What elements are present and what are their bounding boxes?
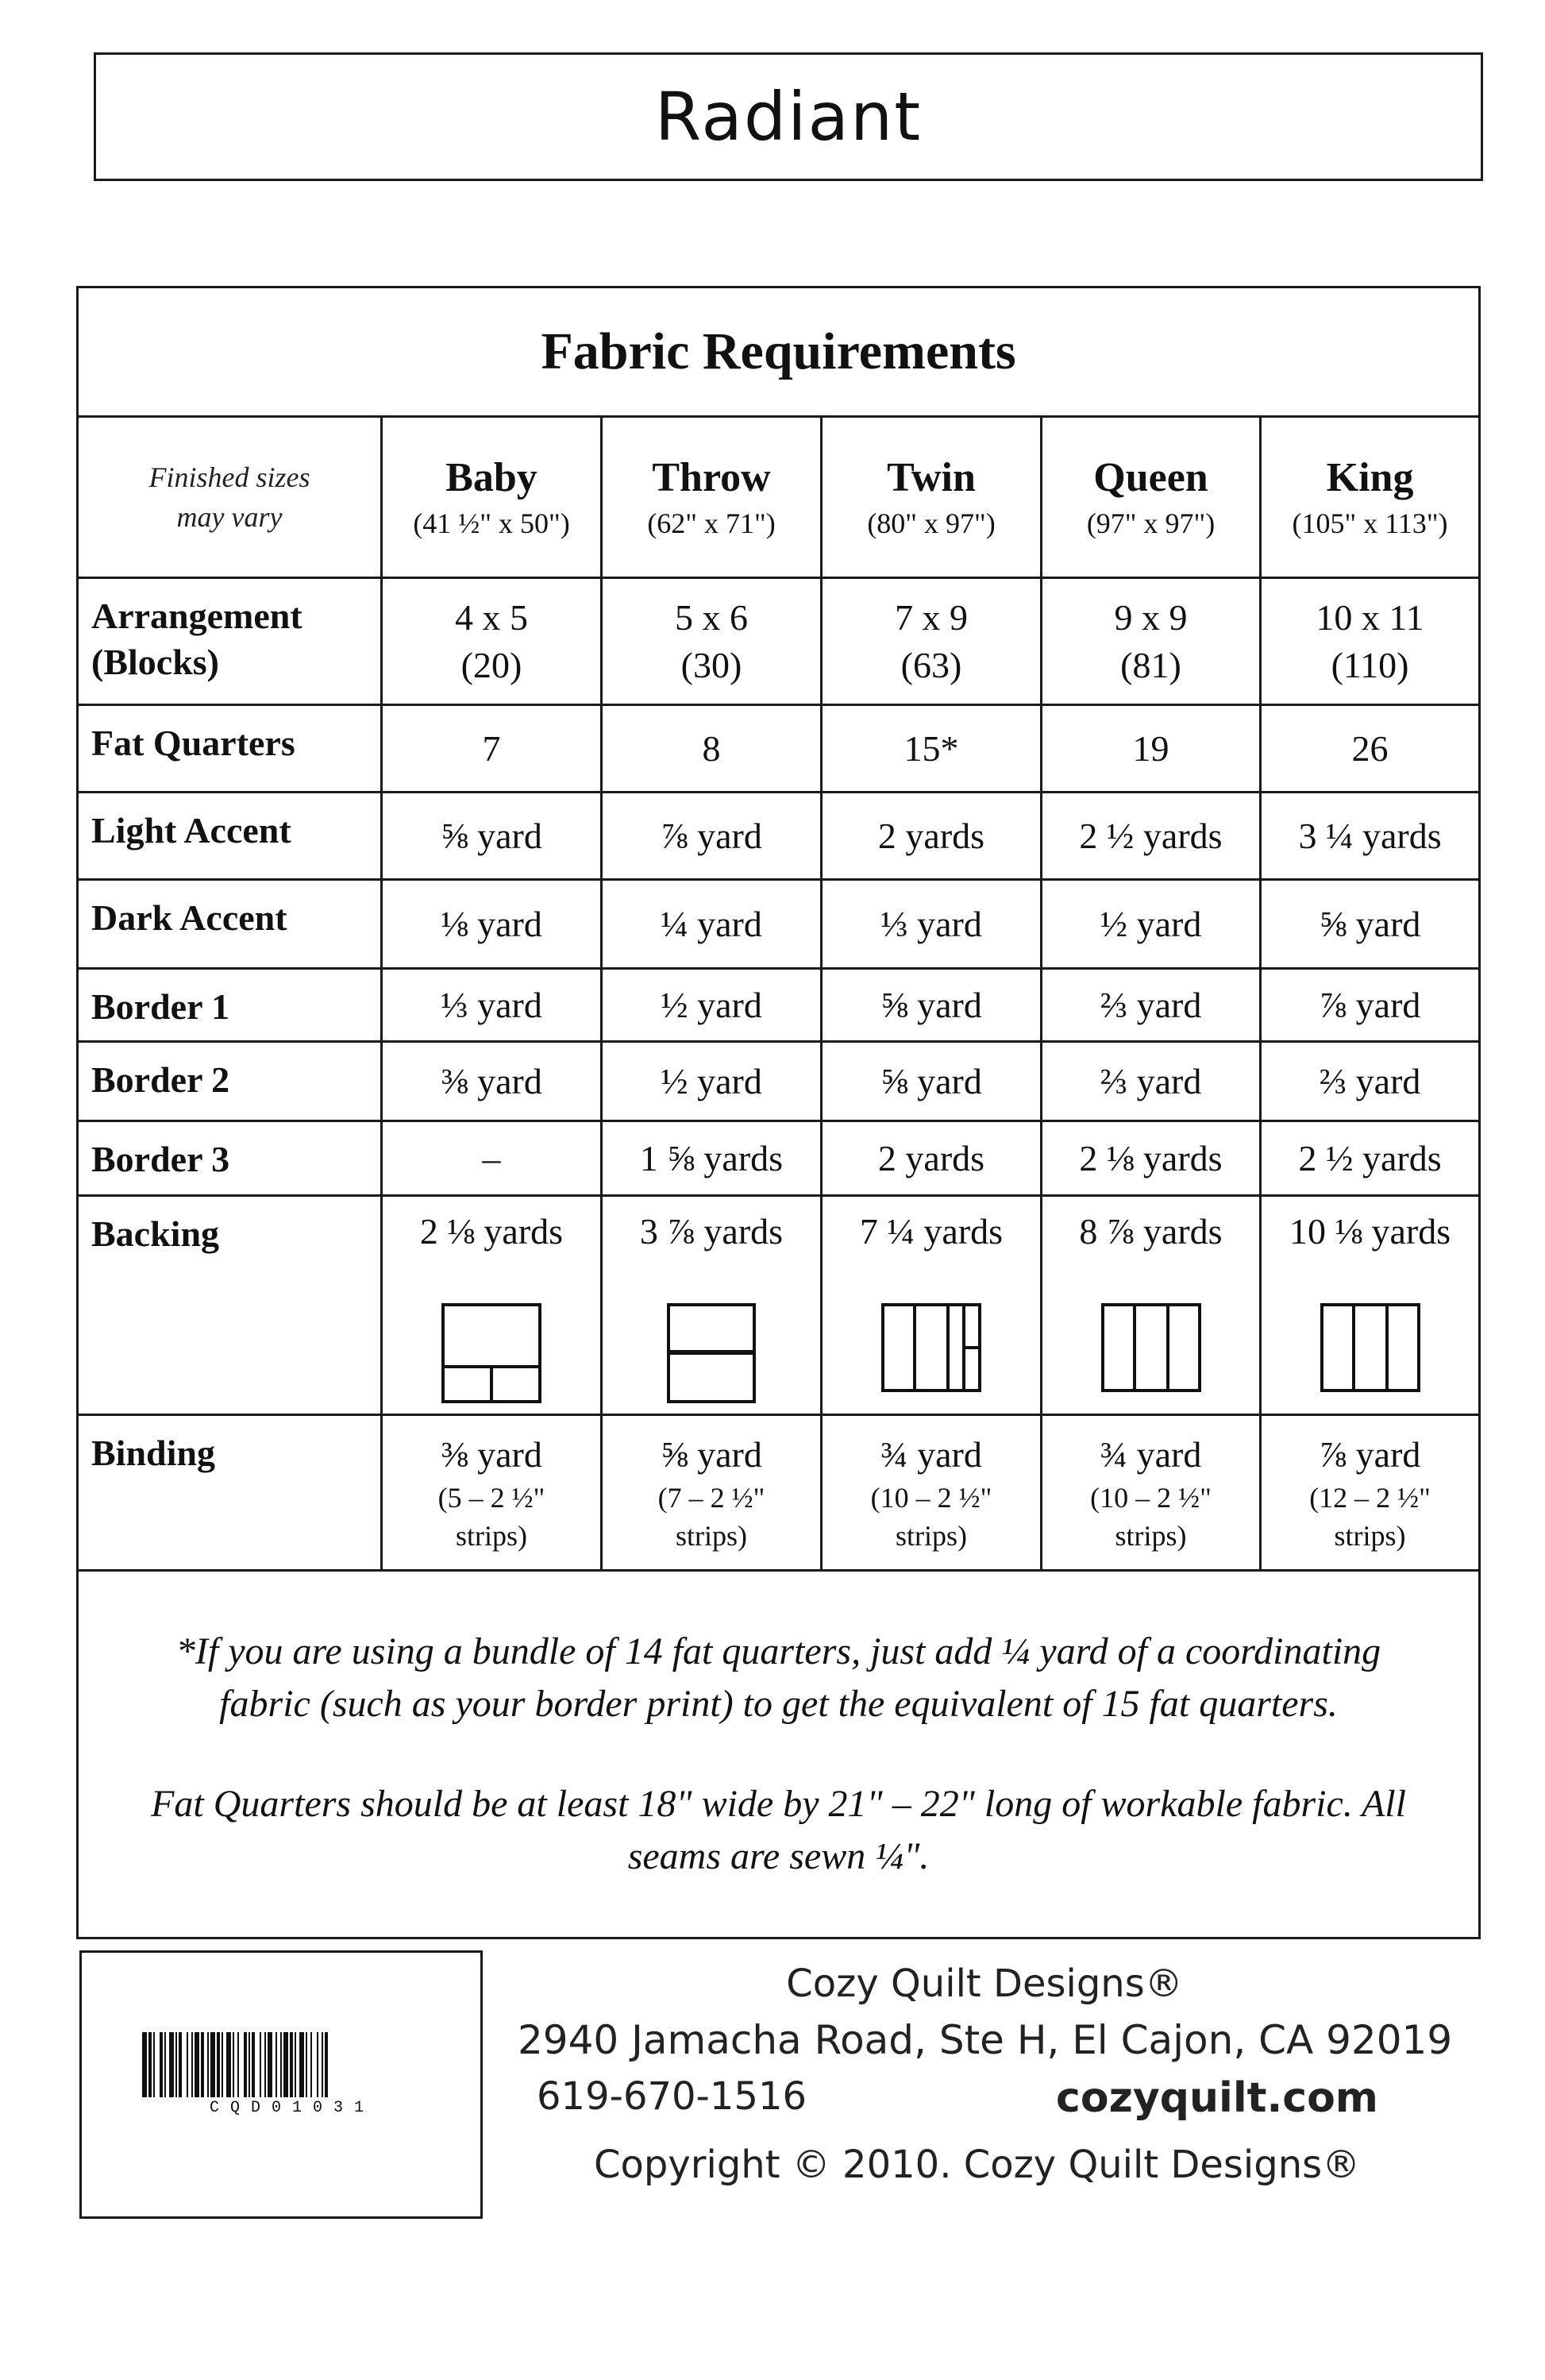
barcode-bar	[290, 2032, 293, 2097]
backing-cell	[1261, 1196, 1480, 1415]
fat-quarters-cell: 7	[382, 705, 602, 793]
row-label-arrangement	[78, 578, 382, 705]
binding-cell	[822, 1415, 1042, 1571]
row-label-border-2: Border 2	[78, 1042, 382, 1121]
binding-yardage: ⅜ yard	[441, 1433, 542, 1475]
barcode-bar	[195, 2032, 199, 2097]
border-1-cell: ⅔ yard	[1042, 969, 1261, 1042]
binding-yardage: ⅞ yard	[1319, 1433, 1421, 1475]
dark-accent-cell: ⅛ yard	[382, 880, 602, 969]
binding-cell	[382, 1415, 602, 1571]
binding-strips: strips)	[456, 1519, 527, 1552]
dark-accent-row	[78, 880, 1480, 969]
size-dims: (105" x 113")	[1292, 507, 1448, 539]
barcode-bar	[169, 2032, 174, 2097]
binding-yardage: ⅝ yard	[661, 1433, 762, 1475]
barcode-bar	[310, 2032, 312, 2097]
light-accent-cell: ⅞ yard	[602, 793, 822, 880]
block-grid: 5 x 6	[675, 596, 748, 638]
border-3-row	[78, 1121, 1480, 1196]
row-label-fat-quarters: Fat Quarters	[78, 705, 382, 793]
border-2-cell: ⅝ yard	[822, 1042, 1042, 1121]
backing-cell	[1042, 1196, 1261, 1415]
size-header-twin	[822, 417, 1042, 578]
border-1-cell: ⅝ yard	[822, 969, 1042, 1042]
size-header-baby	[382, 417, 602, 578]
size-header-queen	[1042, 417, 1261, 578]
barcode-bar	[233, 2032, 234, 2097]
fat-quarters-cell: 19	[1042, 705, 1261, 793]
arrangement-cell	[1261, 578, 1480, 705]
barcode-bar	[237, 2032, 239, 2097]
barcode-bar	[280, 2032, 282, 2097]
barcode-bar	[325, 2032, 328, 2097]
backing-yardage: 10 ⅛ yards	[1289, 1211, 1451, 1252]
barcode-bar	[295, 2032, 296, 2097]
note-line: Finished sizes	[148, 461, 310, 493]
contact-line	[537, 2074, 1378, 2122]
block-grid: 4 x 5	[455, 596, 528, 638]
barcode-bar	[299, 2032, 304, 2097]
barcode-bar	[153, 2032, 155, 2097]
title-box	[94, 52, 1483, 181]
border-3-cell: –	[382, 1121, 602, 1196]
light-accent-cell: 2 yards	[822, 793, 1042, 880]
light-accent-cell: 3 ¼ yards	[1261, 793, 1480, 880]
note-line: may vary	[176, 501, 283, 533]
backing-cell	[382, 1196, 602, 1415]
bundle-footnote: *If you are using a bundle of 14 fat quarters, just add ¼ yard of a coordinating fabric (such as your border print) to get the equivalent of 15 fat quarters.	[175, 1630, 1381, 1725]
backing-layout-queen-diagram	[1101, 1303, 1201, 1392]
barcode-bar	[160, 2032, 163, 2097]
binding-strips: strips)	[1334, 1519, 1406, 1552]
company-address: 2940 Jamacha Road, Ste H, El Cajon, CA 92019	[518, 2017, 1453, 2063]
pattern-title: Radiant	[654, 78, 923, 156]
barcode-bar	[275, 2032, 277, 2097]
size-header-row	[78, 417, 1480, 578]
size-name: Throw	[652, 455, 771, 500]
publisher-footer	[508, 1961, 1461, 2187]
backing-layout-king-diagram	[1320, 1303, 1420, 1392]
row-label-backing: Backing	[78, 1196, 382, 1415]
company-name: Cozy Quilt Designs®	[786, 1961, 1183, 2006]
barcode-bar	[164, 2032, 166, 2097]
size-name: Baby	[445, 455, 537, 500]
row-label-border-3: Border 3	[78, 1121, 382, 1196]
barcode-bar	[217, 2032, 220, 2097]
copyright-notice: Copyright © 2010. Cozy Quilt Designs®	[594, 2143, 1361, 2187]
barcode-bar	[201, 2032, 204, 2097]
backing-cell	[822, 1196, 1042, 1415]
binding-strips: (7 – 2 ½"	[657, 1481, 765, 1514]
fat-quarters-cell: 8	[602, 705, 822, 793]
arrangement-cell	[602, 578, 822, 705]
block-count: (20)	[460, 644, 522, 685]
website-link[interactable]: cozyquilt.com	[1056, 2074, 1378, 2122]
barcode-image	[142, 2032, 444, 2097]
barcode-number: CQD01031	[209, 2099, 375, 2117]
binding-yardage: ¾ yard	[880, 1433, 982, 1475]
barcode-box	[79, 1950, 483, 2219]
barcode-bar	[222, 2032, 223, 2097]
binding-strips: strips)	[1115, 1519, 1187, 1552]
table-heading: Fabric Requirements	[78, 287, 1480, 417]
footnote-cell	[78, 1571, 1480, 1938]
fabric-requirements-table	[76, 286, 1481, 1939]
light-accent-cell: 2 ½ yards	[1042, 793, 1261, 880]
light-accent-row	[78, 793, 1480, 880]
barcode-bar	[260, 2032, 261, 2097]
dark-accent-cell: ½ yard	[1042, 880, 1261, 969]
fat-quarters-row	[78, 705, 1480, 793]
phone-number: 619-670-1516	[537, 2074, 807, 2119]
backing-row	[78, 1196, 1480, 1415]
row-label-binding: Binding	[78, 1415, 382, 1571]
fat-quarters-cell: 26	[1261, 705, 1480, 793]
block-grid: 7 x 9	[895, 596, 968, 638]
barcode-bar	[283, 2032, 288, 2097]
finished-sizes-note	[78, 417, 382, 578]
border-3-cell: 2 ½ yards	[1261, 1121, 1480, 1196]
size-name: Queen	[1093, 455, 1208, 500]
border-2-cell: ⅜ yard	[382, 1042, 602, 1121]
fat-quarters-cell: 15*	[822, 705, 1042, 793]
dark-accent-cell: ¼ yard	[602, 880, 822, 969]
border-1-cell: ⅓ yard	[382, 969, 602, 1042]
label-line: (Blocks)	[91, 642, 219, 682]
size-dims: (41 ½" x 50")	[413, 507, 570, 539]
size-dims: (97" x 97")	[1086, 507, 1216, 539]
border-3-cell: 1 ⅝ yards	[602, 1121, 822, 1196]
arrangement-cell	[822, 578, 1042, 705]
border-3-cell: 2 yards	[822, 1121, 1042, 1196]
size-header-throw	[602, 417, 822, 578]
binding-yardage: ¾ yard	[1100, 1433, 1202, 1475]
binding-cell	[1042, 1415, 1261, 1571]
border-1-cell: ⅞ yard	[1261, 969, 1480, 1042]
backing-yardage: 8 ⅞ yards	[1079, 1211, 1223, 1252]
backing-yardage: 3 ⅞ yards	[639, 1211, 784, 1252]
barcode-bar	[322, 2032, 323, 2097]
border-2-row	[78, 1042, 1480, 1121]
dark-accent-cell: ⅝ yard	[1261, 880, 1480, 969]
backing-yardage: 7 ¼ yards	[859, 1211, 1004, 1252]
binding-strips: strips)	[676, 1519, 747, 1552]
border-2-cell: ⅔ yard	[1261, 1042, 1480, 1121]
backing-layout-twin-diagram	[881, 1303, 981, 1392]
binding-strips: (12 – 2 ½"	[1309, 1481, 1431, 1514]
barcode-bar	[191, 2032, 193, 2097]
backing-layout-throw-diagram	[667, 1303, 756, 1403]
fat-quarter-size-note: Fat Quarters should be at least 18" wide by 21" – 22" long of workable fabric. All seams are sewn ¼".	[151, 1783, 1406, 1877]
size-name: King	[1326, 455, 1414, 500]
border-2-cell: ⅔ yard	[1042, 1042, 1261, 1121]
border-3-cell: 2 ⅛ yards	[1042, 1121, 1261, 1196]
barcode-bar	[268, 2032, 272, 2097]
barcode-bar	[244, 2032, 247, 2097]
barcode-bar	[175, 2032, 177, 2097]
arrangement-cell	[1042, 578, 1261, 705]
barcode-bar	[148, 2032, 152, 2097]
dark-accent-cell: ⅓ yard	[822, 880, 1042, 969]
label-line: Arrangement	[91, 596, 302, 636]
barcode-bar	[187, 2032, 188, 2097]
barcode-bar	[306, 2032, 307, 2097]
block-count: (110)	[1331, 644, 1409, 685]
border-1-row	[78, 969, 1480, 1042]
block-count: (63)	[900, 644, 962, 685]
arrangement-row	[78, 578, 1480, 705]
block-count: (30)	[680, 644, 742, 685]
row-label-light-accent: Light Accent	[78, 793, 382, 880]
block-grid: 10 x 11	[1316, 596, 1424, 638]
barcode-bar	[252, 2032, 255, 2097]
size-dims: (62" x 71")	[647, 507, 776, 539]
binding-row	[78, 1415, 1480, 1571]
barcode-bar	[249, 2032, 250, 2097]
size-dims: (80" x 97")	[867, 507, 996, 539]
barcode-bar	[179, 2032, 182, 2097]
border-2-cell: ½ yard	[602, 1042, 822, 1121]
backing-yardage: 2 ⅛ yards	[419, 1211, 564, 1252]
block-grid: 9 x 9	[1114, 596, 1188, 638]
binding-strips: strips)	[896, 1519, 967, 1552]
size-header-king	[1261, 417, 1480, 578]
row-label-border-1: Border 1	[78, 969, 382, 1042]
size-name: Twin	[887, 455, 976, 500]
light-accent-cell: ⅝ yard	[382, 793, 602, 880]
footnote-row	[78, 1571, 1480, 1938]
binding-cell	[602, 1415, 822, 1571]
backing-cell	[602, 1196, 822, 1415]
barcode-bar	[317, 2032, 318, 2097]
barcode-bar	[210, 2032, 215, 2097]
block-count: (81)	[1120, 644, 1181, 685]
binding-strips: (10 – 2 ½"	[1090, 1481, 1212, 1514]
barcode-bar	[142, 2032, 147, 2097]
barcode-bar	[226, 2032, 231, 2097]
barcode-bar	[207, 2032, 209, 2097]
row-label-dark-accent: Dark Accent	[78, 880, 382, 969]
barcode-bar	[264, 2032, 266, 2097]
arrangement-cell	[382, 578, 602, 705]
binding-strips: (10 – 2 ½"	[870, 1481, 992, 1514]
backing-layout-baby-diagram	[441, 1303, 541, 1403]
binding-strips: (5 – 2 ½"	[437, 1481, 545, 1514]
binding-cell	[1261, 1415, 1480, 1571]
border-1-cell: ½ yard	[602, 969, 822, 1042]
heading-row	[78, 287, 1480, 417]
